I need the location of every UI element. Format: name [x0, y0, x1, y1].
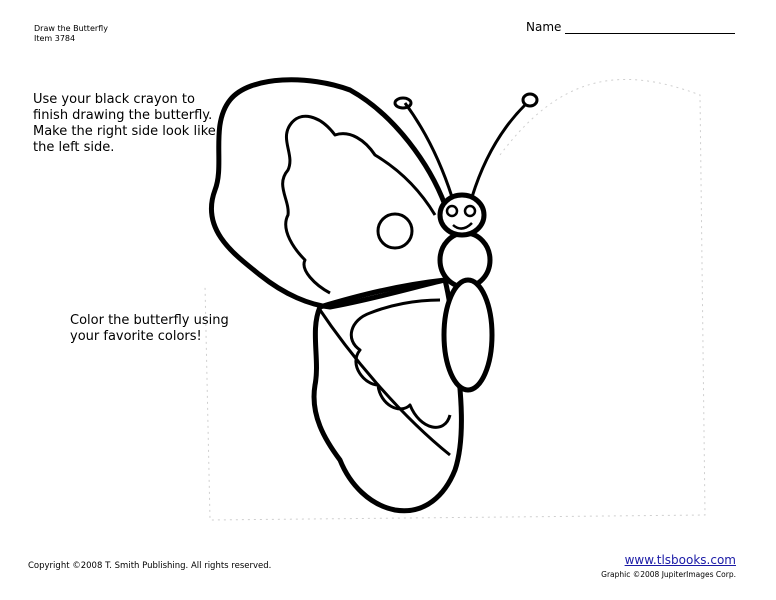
item-number: Item 3784 — [34, 34, 76, 43]
right-antenna-tip — [523, 94, 537, 106]
lower-wing-line — [318, 307, 450, 455]
worksheet-title: Draw the Butterfly — [34, 24, 108, 33]
butterfly-outline-icon — [200, 55, 720, 535]
butterfly-abdomen — [444, 280, 492, 390]
website-link[interactable]: www.tlsbooks.com — [624, 553, 736, 567]
upper-wing — [211, 80, 445, 307]
instruction-color: Color the butterfly using your favorite colors! — [70, 313, 229, 344]
name-field — [526, 20, 735, 34]
copyright-text: Copyright ©2008 T. Smith Publishing. All rights reserved. — [28, 561, 272, 571]
instruction-draw: Use your black crayon to finish drawing the butterfly. Make the right side look like the left side. — [33, 92, 216, 155]
right-antenna — [472, 105, 525, 197]
wing-spot — [378, 214, 412, 248]
name-label: Name — [526, 20, 562, 34]
left-antenna-tip — [395, 98, 411, 108]
graphic-credit: Graphic ©2008 JupiterImages Corp. — [601, 570, 736, 579]
name-underline — [565, 21, 735, 34]
